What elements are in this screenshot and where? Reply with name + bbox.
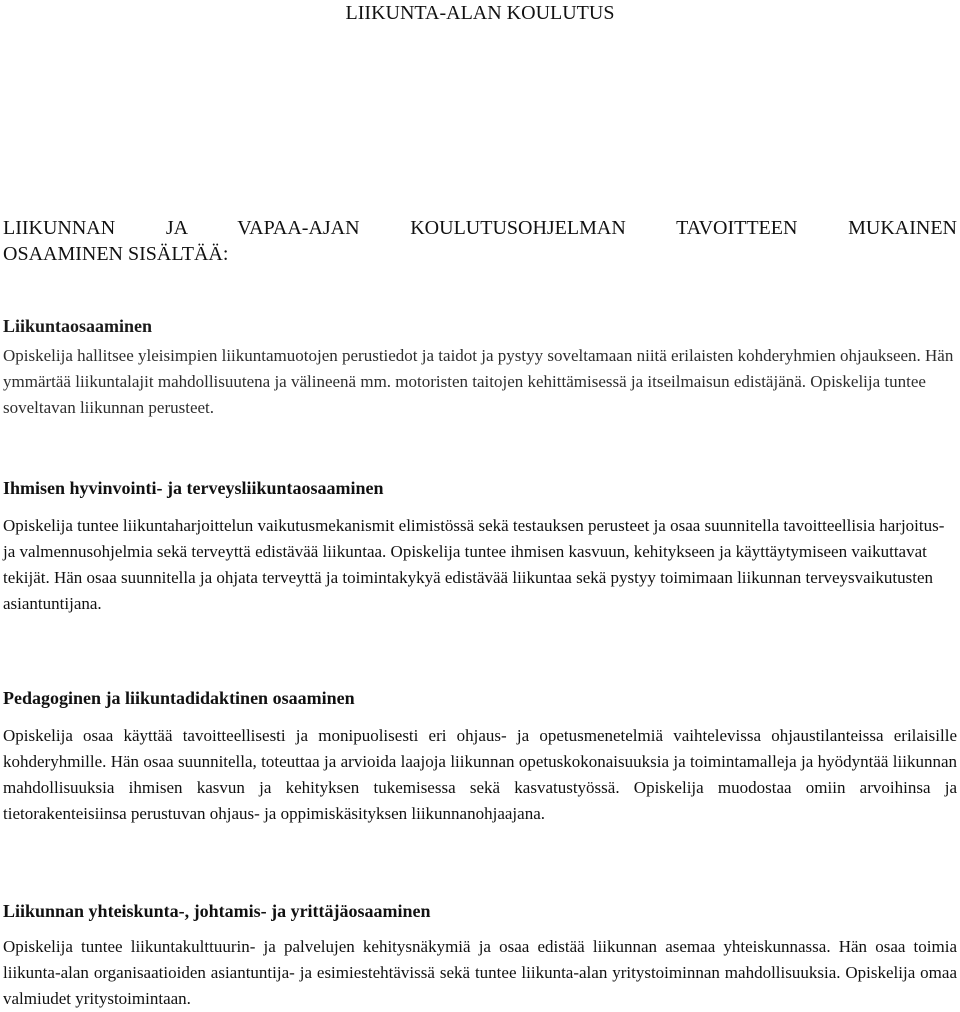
page-header: LIIKUNTA-ALAN KOULUTUS: [345, 2, 615, 24]
section-body: Opiskelija tuntee liikuntakulttuurin- ja palvelujen kehitysnäkymiä ja osaa edistää liikunnan asemaa yhteiskunnassa. Hän osaa toimia liikunta-alan organisaatioiden asiantuntija- ja esimiestehtävissä sekä tuntee liikunta-alan yritystoiminnan mahdollisuuksia. Opiskelija omaa valmiudet yritystoimintaan.: [3, 937, 957, 1008]
section-heading: Ihmisen hyvinvointi- ja terveysliikuntaosaaminen: [3, 478, 384, 498]
document-title: [3, 215, 957, 267]
document-title-line-1: LIIKUNNAN JA VAPAA-AJAN KOULUTUSOHJELMAN TAVOITTEEN MUKAINEN: [3, 217, 957, 239]
section-heading: Liikunnan yhteiskunta-, johtamis- ja yrittäjäosaaminen: [3, 901, 431, 921]
section-body: Opiskelija osaa käyttää tavoitteellisesti ja monipuolisesti eri ohjaus- ja opetusmenetelmiä vaihtelevissa ohjaustilanteissa erilaisille kohderyhmille. Hän osaa suunnitella, toteuttaa ja arvioida laajoja liikunnan opetuskokonaisuuksia ja toimintamalleja ja hyödyntää liikunnan mahdollisuuksia ihmisen kasvun ja kehityksen tukemisessa sekä kasvatustyössä. Opiskelija muodostaa omiin arvoihinsa ja tietorakenteisiinsa perustuvan ohjaus- ja oppimiskäsityksen liikunnanohjaajana.: [3, 726, 957, 823]
section-body: Opiskelija tuntee liikuntaharjoittelun vaikutusmekanismit elimistössä sekä testauksen perusteet ja osaa suunnitella tavoitteellisia harjoitus- ja valmennusohjelmia sekä terveyttä edistävää liikuntaa. Opiskelija tuntee ihmisen kasvuun, kehitykseen ja käyttäytymiseen vaikuttavat tekijät. Hän osaa suunnitella ja ohjata terveyttä ja toimintakykyä edistävää liikuntaa sekä pystyy toimimaan liikunnan terveysvaikutusten asiantuntijana.: [3, 516, 945, 613]
section-pedagoginen: [3, 685, 957, 827]
document-title-line-2: OSAAMINEN SISÄLTÄÄ:: [3, 243, 229, 265]
section-heading: Pedagoginen ja liikuntadidaktinen osaaminen: [3, 688, 355, 708]
section-heading: Liikuntaosaaminen: [3, 316, 153, 336]
section-liikuntaosaaminen: [3, 313, 957, 421]
section-yhteiskunta: [3, 898, 957, 1012]
section-body: Opiskelija hallitsee yleisimpien liikuntamuotojen perustiedot ja taidot ja pystyy soveltamaan niitä erilaisten kohderyhmien ohjaukseen. Hän ymmärtää liikuntalajit mahdollisuutena ja välineenä mm. motoristen taitojen kehittämisessä ja itseilmaisun edistäjänä. Opiskelija tuntee soveltavan liikunnan perusteet.: [3, 346, 954, 417]
section-hyvinvointi: [3, 475, 957, 617]
